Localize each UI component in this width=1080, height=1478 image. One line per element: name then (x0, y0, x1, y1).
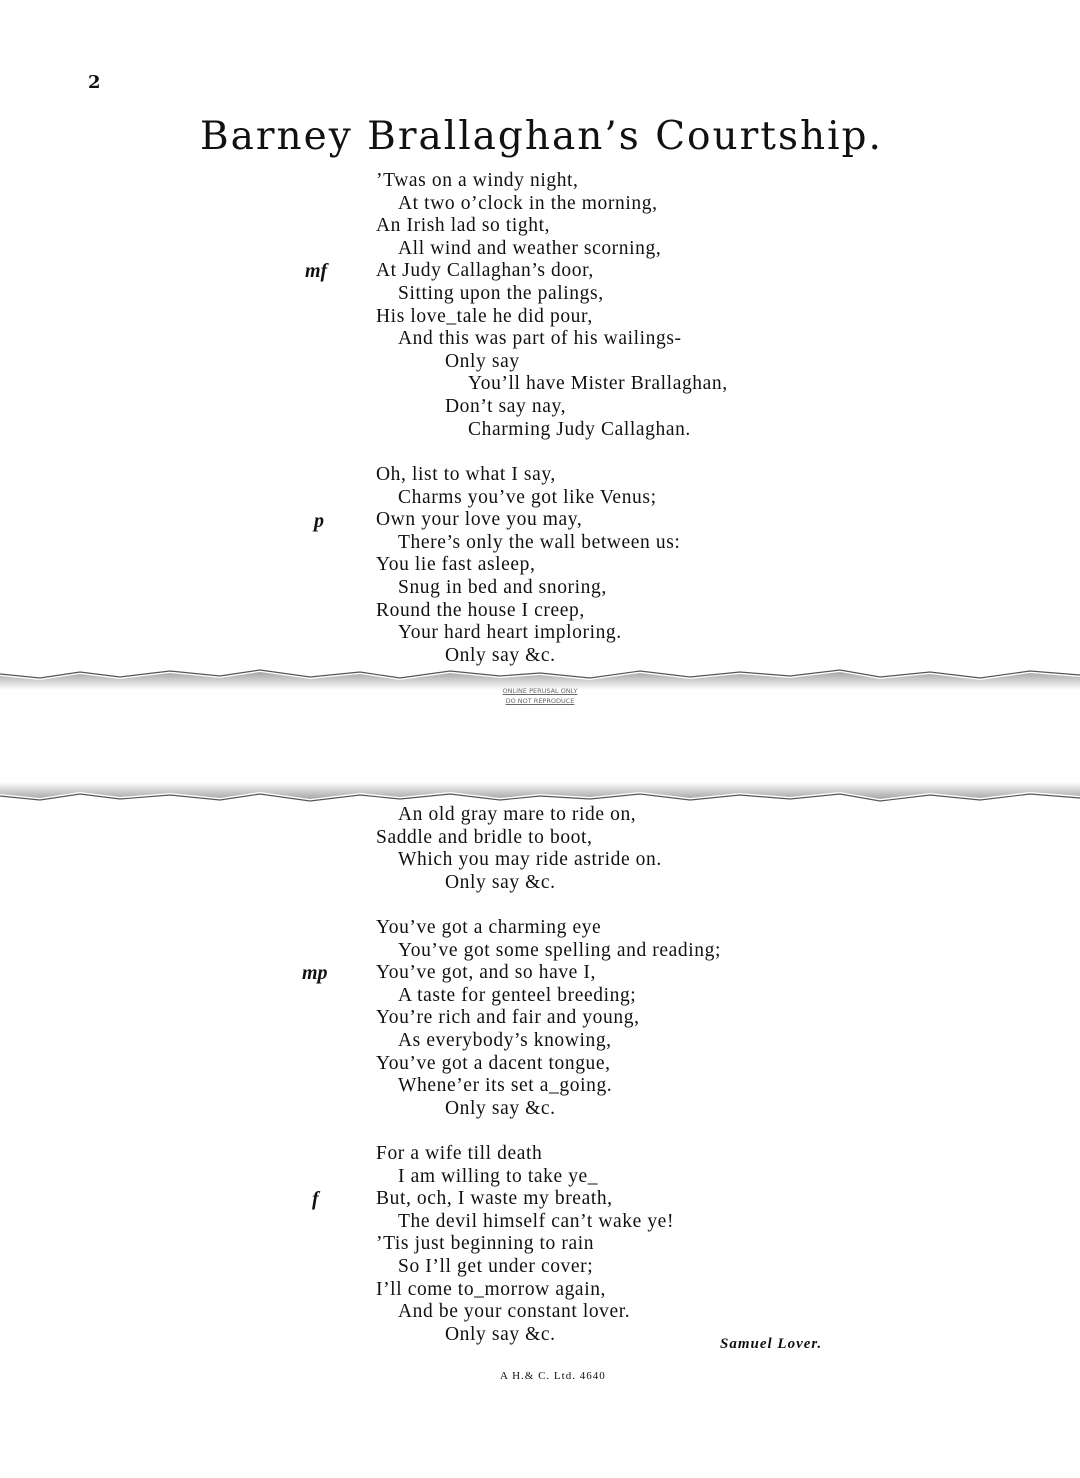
dynamic-marking-mf: mf (305, 260, 328, 282)
verse-line: His love_tale he did pour, (376, 305, 593, 327)
dynamic-marking-mp: mp (302, 962, 328, 984)
verse-line: You’ve got some spelling and reading; (398, 939, 721, 961)
refrain-line: Only say &c. (445, 1323, 556, 1345)
verse-line: So I’ll get under cover; (398, 1255, 594, 1277)
verse-line: I’ll come to_morrow again, (376, 1278, 607, 1300)
verse-line: You lie fast asleep, (376, 554, 536, 576)
verse-line: At two o’clock in the morning, (398, 192, 658, 214)
verse-line: All wind and weather scorning, (398, 237, 662, 259)
verse-line: You’ve got a dacent tongue, (376, 1052, 611, 1074)
verse-line: An Irish lad so tight, (376, 215, 551, 237)
dynamic-marking-p: p (314, 510, 324, 532)
verse-line: Sitting upon the palings, (398, 282, 604, 304)
refrain-line: Only say &c. (445, 644, 556, 666)
verse-line: Which you may ride astride on. (398, 849, 662, 871)
verse-line: You’ve got, and so have I, (376, 962, 596, 984)
verse-line: Oh, list to what I say, (376, 464, 556, 485)
watermark (494, 686, 586, 706)
verse-line: ’Tis just beginning to rain (376, 1233, 595, 1255)
verse-line: I am willing to take ye_ (398, 1165, 599, 1187)
verse-line: ’Twas on a windy night, (376, 170, 579, 191)
refrain-line: Only say &c. (445, 1097, 556, 1119)
author-credit: Samuel Lover. (720, 1336, 823, 1352)
refrain-line: Don’t say nay, (445, 395, 567, 417)
page-number: 2 (88, 72, 101, 93)
verse-line: There’s only the wall between us: (398, 531, 681, 553)
refrain-line: You’ll have Mister Brallaghan, (468, 373, 728, 395)
verse-3 (376, 917, 721, 1120)
verse-line: Round the house I creep, (376, 599, 585, 621)
refrain-line: Only say &c. (445, 871, 556, 893)
refrain-line: Only say (445, 350, 520, 372)
verse-line: A taste for genteel breeding; (398, 984, 637, 1006)
verse-2 (376, 464, 680, 667)
verse-1 (376, 170, 728, 441)
verse-line: And this was part of his wailings- (398, 328, 682, 350)
song-title: Barney Brallaghan’s Courtship. (200, 114, 883, 159)
verse-line: You’re rich and fair and young, (376, 1007, 640, 1029)
refrain-line: Charming Judy Callaghan. (468, 418, 691, 440)
verse-line: You’ve got a charming eye (376, 917, 602, 938)
verse-4 (376, 1143, 674, 1346)
watermark-line-1: ONLINE PERUSAL ONLY (502, 687, 578, 695)
verse-line: As everybody’s knowing, (398, 1029, 612, 1051)
verse-line: Whene’er its set a_going. (398, 1075, 613, 1097)
verse-line: Own your love you may, (376, 509, 583, 531)
verse-line: Saddle and bridle to boot, (376, 826, 593, 848)
verse-line: And be your constant lover. (398, 1301, 631, 1323)
publisher-imprint: A H.& C. Ltd. 4640 (500, 1370, 606, 1382)
verse-line: Your hard heart imploring. (398, 622, 622, 644)
watermark-line-2: DO NOT REPRODUCE (505, 697, 575, 705)
verse-line: At Judy Callaghan’s door, (376, 260, 594, 282)
verse-line: Snug in bed and snoring, (398, 576, 607, 598)
verse-line: Charms you’ve got like Venus; (398, 486, 657, 508)
verse-fragment (376, 804, 662, 894)
verse-line: For a wife till death (376, 1143, 543, 1164)
verse-line: An old gray mare to ride on, (398, 804, 637, 825)
dynamic-marking-f: f (312, 1188, 319, 1210)
verse-line: The devil himself can’t wake ye! (398, 1210, 675, 1232)
verse-line: But, och, I waste my breath, (376, 1188, 613, 1210)
